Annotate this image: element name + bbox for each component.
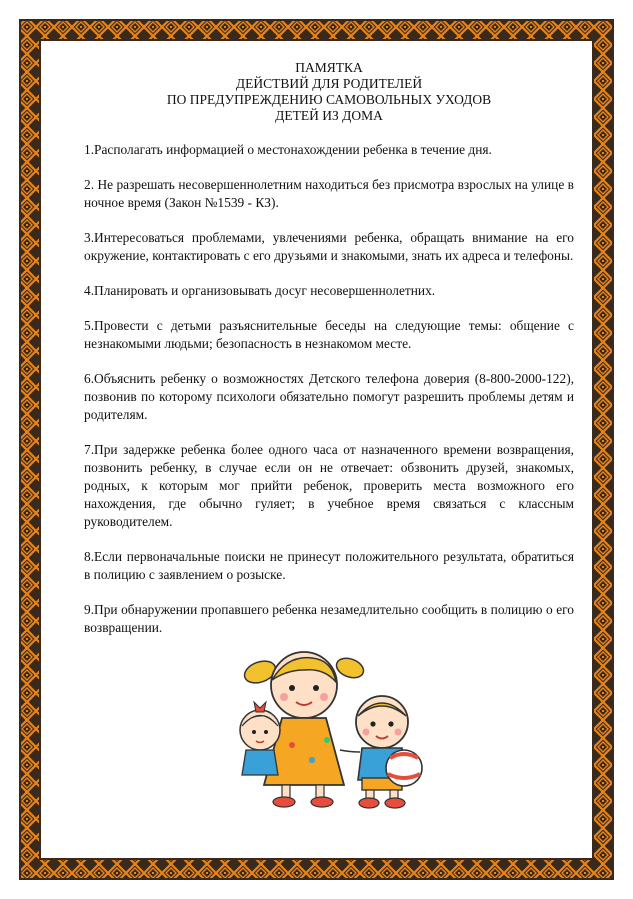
title-line-4: ДЕТЕЙ ИЗ ДОМА xyxy=(275,108,383,123)
memo-item-3: 3.Интересоваться проблемами, увлечениями ребенка, обращать внимание на его окружение, контактировать с его друзьями и знакомыми, знать их адреса и телефоны. xyxy=(84,230,574,263)
children-illustration-graphic xyxy=(232,650,432,810)
title-line-3: ПО ПРЕДУПРЕЖДЕНИЮ САМОВОЛЬНЫХ УХОДОВ xyxy=(166,92,492,107)
memo-title xyxy=(84,60,574,124)
title-line-1: ПАМЯТКА xyxy=(295,60,363,75)
memo-content xyxy=(84,60,574,654)
memo-item-7: 7.При задержке ребенка более одного часа от назначенного времени возвращения, позвонить ребенку, в случае если он не отвечает: обзвонить друзей, знакомых, родных, к которым мог прийти ребенок, проверить места возможного его нахождения, где обычно гуляет; в учебное время связаться с классным руководителем. xyxy=(84,442,574,529)
memo-item-4: 4.Планировать и организовывать досуг несовершеннолетних. xyxy=(84,283,436,298)
children-illustration xyxy=(232,650,432,810)
memo-item-5: 5.Провести с детьми разъяснительные беседы на следующие темы: общение с незнакомыми людьми; безопасность в незнакомом месте. xyxy=(84,318,574,351)
title-line-2: ДЕЙСТВИЙ ДЛЯ РОДИТЕЛЕЙ xyxy=(235,76,423,91)
memo-item-2: 2. Не разрешать несовершеннолетним находиться без присмотра взрослых на улице в ночное время (Закон №1539 - КЗ). xyxy=(84,177,574,210)
memo-item-6: 6.Объяснить ребенку о возможностях Детского телефона доверия (8-800-2000-122), позвонив по которому психологи обязательно помогут разрешить проблемы детям и родителям. xyxy=(84,371,574,422)
memo-item-9: 9.При обнаружении пропавшего ребенка незамедлительно сообщить в полицию о его возвращении. xyxy=(84,602,574,635)
memo-item-8: 8.Если первоначальные поиски не принесут положительного результата, обратиться в полицию с заявлением о розыске. xyxy=(84,549,574,582)
memo-item-1: 1.Располагать информацией о местонахождении ребенка в течение дня. xyxy=(84,142,492,157)
